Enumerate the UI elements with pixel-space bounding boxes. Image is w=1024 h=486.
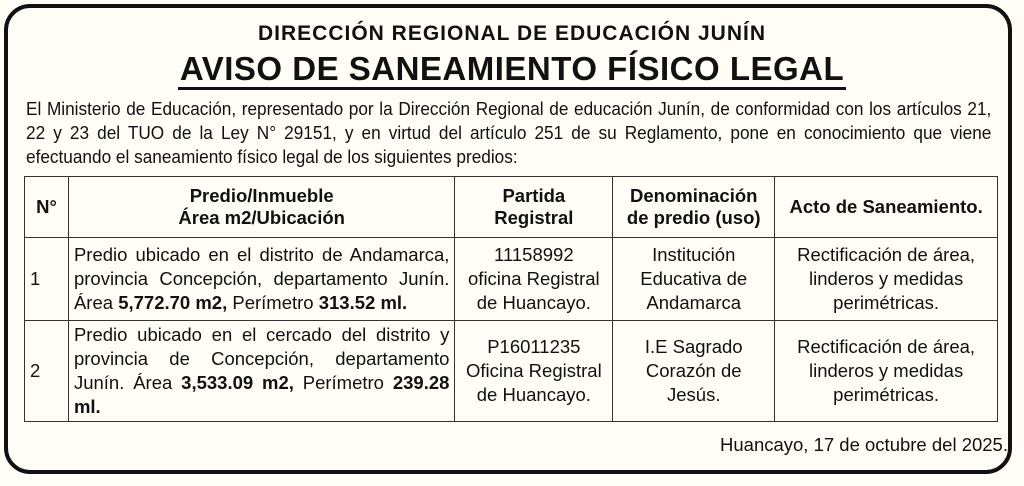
header-num: N° (25, 177, 69, 238)
row-perimetro: 313.52 ml. (318, 292, 408, 313)
header-partida: Partida Registral (455, 177, 613, 238)
row-acto: Rectificación de área, linderos y medidas perimétricas. (775, 238, 998, 321)
row-partida-office2: de Huancayo. (476, 384, 591, 405)
row-description (68, 238, 454, 321)
row-area: 3,533.09 m2, (181, 372, 294, 393)
intro-paragraph: El Ministerio de Educación, representado por la Dirección Regional de educación Junín, de conformidad con los artículos 21, 22 y 23 del TUO de la Ley N° 29151, y en virtud del artículo 251 de su Reglamento, pone en conocimiento que viene efectuando el saneamiento físico legal de los siguientes predios: (26, 98, 992, 167)
row-denominacion: Institución Educativa de Andamarca (613, 238, 775, 321)
row-num: 1 (25, 238, 69, 321)
row-partida-number: P16011235 (487, 336, 581, 357)
header-predio (68, 177, 454, 238)
header-acto: Acto de Saneamiento. (775, 177, 998, 238)
table-header-row (25, 177, 998, 238)
table-row (25, 238, 998, 321)
row-acto: Rectificación de área, linderos y medidas perimétricas. (775, 321, 998, 422)
row-desc-mid: Perímetro (227, 292, 319, 313)
header-denominacion-line1: Denominación (630, 185, 758, 206)
row-desc-pre: Predio ubicado en el distrito de Andamarca, provincia Concepción, departamento Junín. Área (73, 244, 450, 313)
row-num: 2 (25, 321, 69, 422)
row-partida-number: 11158992 (494, 244, 574, 265)
institution-heading: DIRECCIÓN REGIONAL DE EDUCACIÓN JUNÍN (258, 22, 766, 45)
header-predio-line1: Predio/Inmueble (189, 185, 334, 206)
row-perimetro: 239.28 ml. (73, 372, 450, 417)
header-predio-line2: Área m2/Ubicación (178, 207, 345, 228)
row-desc-pre: Predio ubicado en el cercado del distrito y provincia de Concepción, departamento Junín. Área (73, 324, 450, 393)
row-area: 5,772.70 m2, (118, 292, 228, 313)
row-partida (455, 238, 613, 321)
row-partida-office1: Oficina Registral (465, 360, 602, 381)
place-date: Huancayo, 17 de octubre del 2025. (720, 434, 1008, 455)
row-desc-mid: Perímetro (293, 372, 393, 393)
row-denominacion: I.E Sagrado Corazón de Jesús. (613, 321, 775, 422)
row-partida-office2: de Huancayo. (476, 292, 591, 313)
predios-table (24, 176, 998, 422)
header-denominacion-line2: de predio (uso) (626, 207, 761, 228)
row-partida-office1: oficina Registral (468, 268, 600, 289)
table-row (25, 321, 998, 422)
row-description (68, 321, 454, 422)
notice-title (0, 50, 1024, 88)
header-denominacion (613, 177, 775, 238)
notice-title-text: AVISO DE SANEAMIENTO FÍSICO LEGAL (178, 50, 846, 90)
row-partida (455, 321, 613, 422)
